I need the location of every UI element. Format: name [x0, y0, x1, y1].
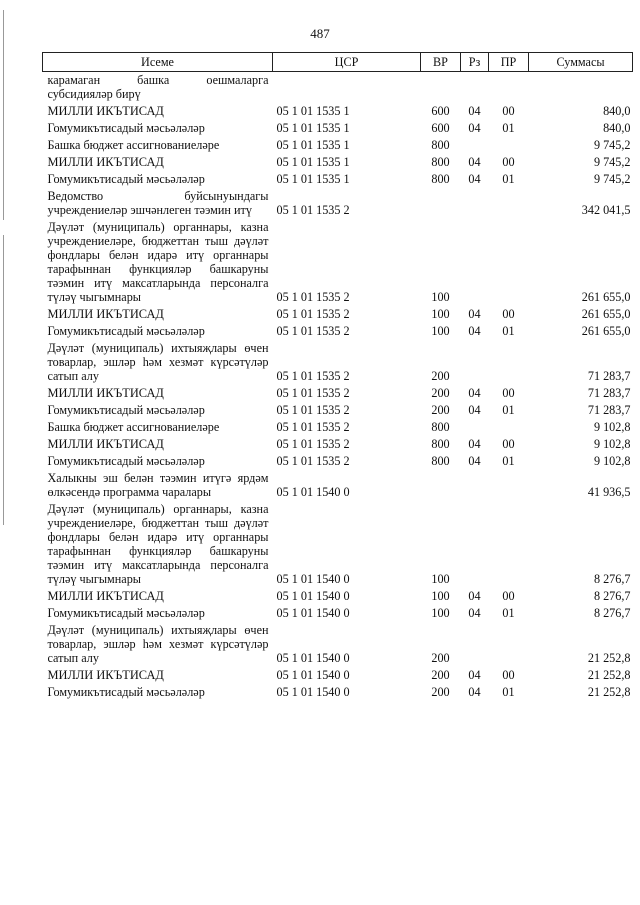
item-rz: 04	[468, 386, 481, 400]
table-row	[43, 604, 633, 621]
item-name: МИЛЛИ ИКЪТИСАД	[47, 104, 164, 118]
item-name: Халыкны эш белән тәэмин итүгә ярдәм өлкәсендә программа чаралары	[47, 471, 269, 499]
item-rz: 04	[468, 307, 481, 321]
header-vr: ВР	[421, 53, 461, 72]
table-row	[43, 435, 633, 452]
item-rz: 04	[468, 172, 481, 186]
item-pr: 01	[502, 121, 515, 135]
item-vr: 800	[431, 454, 450, 468]
table-row	[43, 102, 633, 119]
item-name: Гомумикътисадый мәсьәләләр	[47, 121, 205, 135]
table-row	[43, 401, 633, 418]
table-row	[43, 418, 633, 435]
item-sum: 840,0	[603, 121, 631, 135]
item-pr: 00	[502, 668, 515, 682]
table-row	[43, 621, 633, 666]
item-pr: 00	[502, 104, 515, 118]
item-name: Гомумикътисадый мәсьәләләр	[47, 606, 205, 620]
item-csr: 05 1 01 1535 2	[276, 307, 350, 321]
item-rz: 04	[468, 685, 481, 699]
item-rz: 04	[468, 121, 481, 135]
item-csr: 05 1 01 1535 2	[276, 454, 350, 468]
item-pr	[489, 500, 529, 587]
item-name: Дәүләт (муниципаль) органнары, казна учреждениеләре, бюджеттан тыш дәүләт фондлары белән идарә итү органнары тарафыннан функцияләр башкаруны тәэмин итү максатларында персоналга түләү чыгымнары	[47, 502, 269, 586]
item-csr: 05 1 01 1540 0	[276, 685, 350, 699]
item-sum: 8 276,7	[593, 606, 631, 620]
item-csr	[273, 72, 421, 103]
item-csr: 05 1 01 1535 1	[276, 155, 350, 169]
item-name: Башка бюджет ассигнованиеләре	[47, 138, 220, 152]
item-vr: 200	[431, 403, 450, 417]
item-vr: 200	[431, 668, 450, 682]
item-csr: 05 1 01 1535 1	[276, 104, 350, 118]
table-row	[43, 384, 633, 401]
item-vr: 200	[431, 685, 450, 699]
item-sum: 71 283,7	[587, 403, 631, 417]
item-csr: 05 1 01 1535 1	[276, 138, 350, 152]
item-pr	[489, 187, 529, 218]
table-row	[43, 136, 633, 153]
table-row	[43, 72, 633, 103]
item-rz	[461, 72, 489, 103]
item-pr	[489, 339, 529, 384]
table-row	[43, 119, 633, 136]
table-row	[43, 452, 633, 469]
item-rz	[461, 418, 489, 435]
item-pr: 00	[502, 155, 515, 169]
table-row	[43, 305, 633, 322]
item-name: Гомумикътисадый мәсьәләләр	[47, 685, 205, 699]
item-pr: 00	[502, 589, 515, 603]
item-vr: 200	[431, 651, 450, 665]
item-vr: 800	[431, 437, 450, 451]
item-name: МИЛЛИ ИКЪТИСАД	[47, 437, 164, 451]
item-vr: 800	[431, 172, 450, 186]
item-sum: 342 041,5	[581, 203, 631, 217]
item-rz: 04	[468, 403, 481, 417]
item-rz	[461, 136, 489, 153]
item-sum: 840,0	[603, 104, 631, 118]
item-vr: 100	[431, 290, 450, 304]
item-name: Дәүләт (муниципаль) ихтыяҗлары өчен товарлар, эшләр һәм хезмәт күрсәтүләр сатып алу	[47, 341, 269, 383]
item-vr: 800	[431, 420, 450, 434]
item-sum: 9 102,8	[593, 420, 631, 434]
item-rz	[461, 339, 489, 384]
item-vr	[421, 72, 461, 103]
item-name: Гомумикътисадый мәсьәләләр	[47, 454, 205, 468]
item-sum: 261 655,0	[581, 324, 631, 338]
table-row	[43, 683, 633, 700]
item-rz: 04	[468, 155, 481, 169]
item-rz	[461, 621, 489, 666]
item-pr	[489, 218, 529, 305]
item-sum: 9 102,8	[593, 437, 631, 451]
page-number: 487	[310, 26, 330, 41]
item-pr	[489, 621, 529, 666]
table-row	[43, 666, 633, 683]
item-vr: 200	[431, 386, 450, 400]
item-sum: 21 252,8	[587, 685, 631, 699]
item-csr: 05 1 01 1535 2	[276, 403, 350, 417]
budget-table	[42, 52, 633, 700]
item-pr	[489, 136, 529, 153]
item-pr: 01	[502, 454, 515, 468]
item-rz	[461, 218, 489, 305]
item-name: МИЛЛИ ИКЪТИСАД	[47, 307, 164, 321]
item-name: Гомумикътисадый мәсьәләләр	[47, 403, 205, 417]
item-sum: 41 936,5	[587, 485, 631, 499]
table-body	[43, 72, 633, 701]
header-name: Исеме	[43, 53, 273, 72]
item-csr: 05 1 01 1540 0	[276, 589, 350, 603]
item-csr: 05 1 01 1535 2	[276, 203, 350, 217]
item-rz: 04	[468, 668, 481, 682]
item-sum: 21 252,8	[587, 668, 631, 682]
header-rz: Рз	[461, 53, 489, 72]
item-sum: 8 276,7	[593, 572, 631, 586]
item-sum: 71 283,7	[587, 369, 631, 383]
item-name: МИЛЛИ ИКЪТИСАД	[47, 155, 164, 169]
item-pr: 00	[502, 437, 515, 451]
item-name: карамаган башка оешмаларга субсидияләр бирү	[47, 73, 269, 101]
table-header	[43, 53, 633, 72]
item-rz	[461, 500, 489, 587]
item-pr	[489, 72, 529, 103]
item-sum: 8 276,7	[593, 589, 631, 603]
item-pr	[489, 418, 529, 435]
item-name: Дәүләт (муниципаль) ихтыяҗлары өчен товарлар, эшләр һәм хезмәт күрсәтүләр сатып алу	[47, 623, 269, 665]
item-csr: 05 1 01 1540 0	[276, 668, 350, 682]
table-row	[43, 187, 633, 218]
item-sum: 9 745,2	[593, 155, 631, 169]
item-vr: 100	[431, 572, 450, 586]
table-row	[43, 469, 633, 500]
item-pr: 01	[502, 324, 515, 338]
item-name: МИЛЛИ ИКЪТИСАД	[47, 589, 164, 603]
item-pr: 01	[502, 172, 515, 186]
item-sum: 21 252,8	[587, 651, 631, 665]
item-csr: 05 1 01 1535 2	[276, 324, 350, 338]
item-csr: 05 1 01 1535 2	[276, 290, 350, 304]
table-row	[43, 587, 633, 604]
item-sum: 9 745,2	[593, 138, 631, 152]
item-vr: 100	[431, 589, 450, 603]
table-row	[43, 170, 633, 187]
table-row	[43, 218, 633, 305]
item-csr: 05 1 01 1535 2	[276, 386, 350, 400]
item-sum: 9 745,2	[593, 172, 631, 186]
item-name: МИЛЛИ ИКЪТИСАД	[47, 386, 164, 400]
item-csr: 05 1 01 1540 0	[276, 572, 350, 586]
item-pr: 00	[502, 307, 515, 321]
item-rz	[461, 187, 489, 218]
item-csr: 05 1 01 1540 0	[276, 485, 350, 499]
item-rz: 04	[468, 324, 481, 338]
item-vr: 800	[431, 155, 450, 169]
item-name: Гомумикътисадый мәсьәләләр	[47, 172, 205, 186]
binding-mark-bottom	[3, 235, 4, 525]
item-rz: 04	[468, 589, 481, 603]
header-pr: ПР	[489, 53, 529, 72]
item-csr: 05 1 01 1535 2	[276, 437, 350, 451]
item-csr: 05 1 01 1535 1	[276, 121, 350, 135]
item-pr: 01	[502, 606, 515, 620]
item-sum: 71 283,7	[587, 386, 631, 400]
item-sum: 9 102,8	[593, 454, 631, 468]
item-pr: 01	[502, 403, 515, 417]
item-sum: 261 655,0	[581, 290, 631, 304]
item-csr: 05 1 01 1535 2	[276, 369, 350, 383]
item-pr: 00	[502, 386, 515, 400]
item-vr: 800	[431, 138, 450, 152]
item-sum: 261 655,0	[581, 307, 631, 321]
table-row	[43, 322, 633, 339]
item-vr	[421, 187, 461, 218]
item-pr: 01	[502, 685, 515, 699]
item-name: Башка бюджет ассигнованиеләре	[47, 420, 220, 434]
item-name: Дәүләт (муниципаль) органнары, казна учреждениеләре, бюджеттан тыш дәүләт фондлары белән идарә итү органнары тарафыннан функцияләр башкаруны тәэмин итү максатларында персоналга түләү чыгымнары	[47, 220, 269, 304]
item-vr: 600	[431, 121, 450, 135]
item-vr	[421, 469, 461, 500]
header-sum: Суммасы	[529, 53, 633, 72]
item-pr	[489, 469, 529, 500]
item-rz: 04	[468, 606, 481, 620]
table-row	[43, 339, 633, 384]
item-csr: 05 1 01 1540 0	[276, 606, 350, 620]
item-name: Ведомство буйсынуындагы учреждениеләр эшчәнлеген тәэмин итү	[47, 189, 269, 217]
item-csr: 05 1 01 1535 1	[276, 172, 350, 186]
item-vr: 100	[431, 324, 450, 338]
item-rz: 04	[468, 454, 481, 468]
item-vr: 100	[431, 606, 450, 620]
item-csr: 05 1 01 1540 0	[276, 651, 350, 665]
item-vr: 600	[431, 104, 450, 118]
item-vr: 100	[431, 307, 450, 321]
item-name: Гомумикътисадый мәсьәләләр	[47, 324, 205, 338]
item-csr: 05 1 01 1535 2	[276, 420, 350, 434]
item-vr: 200	[431, 369, 450, 383]
table-row	[43, 500, 633, 587]
table-row	[43, 153, 633, 170]
item-sum	[529, 72, 633, 103]
item-rz: 04	[468, 437, 481, 451]
item-rz: 04	[468, 104, 481, 118]
item-name: МИЛЛИ ИКЪТИСАД	[47, 668, 164, 682]
item-rz	[461, 469, 489, 500]
header-csr: ЦСР	[273, 53, 421, 72]
